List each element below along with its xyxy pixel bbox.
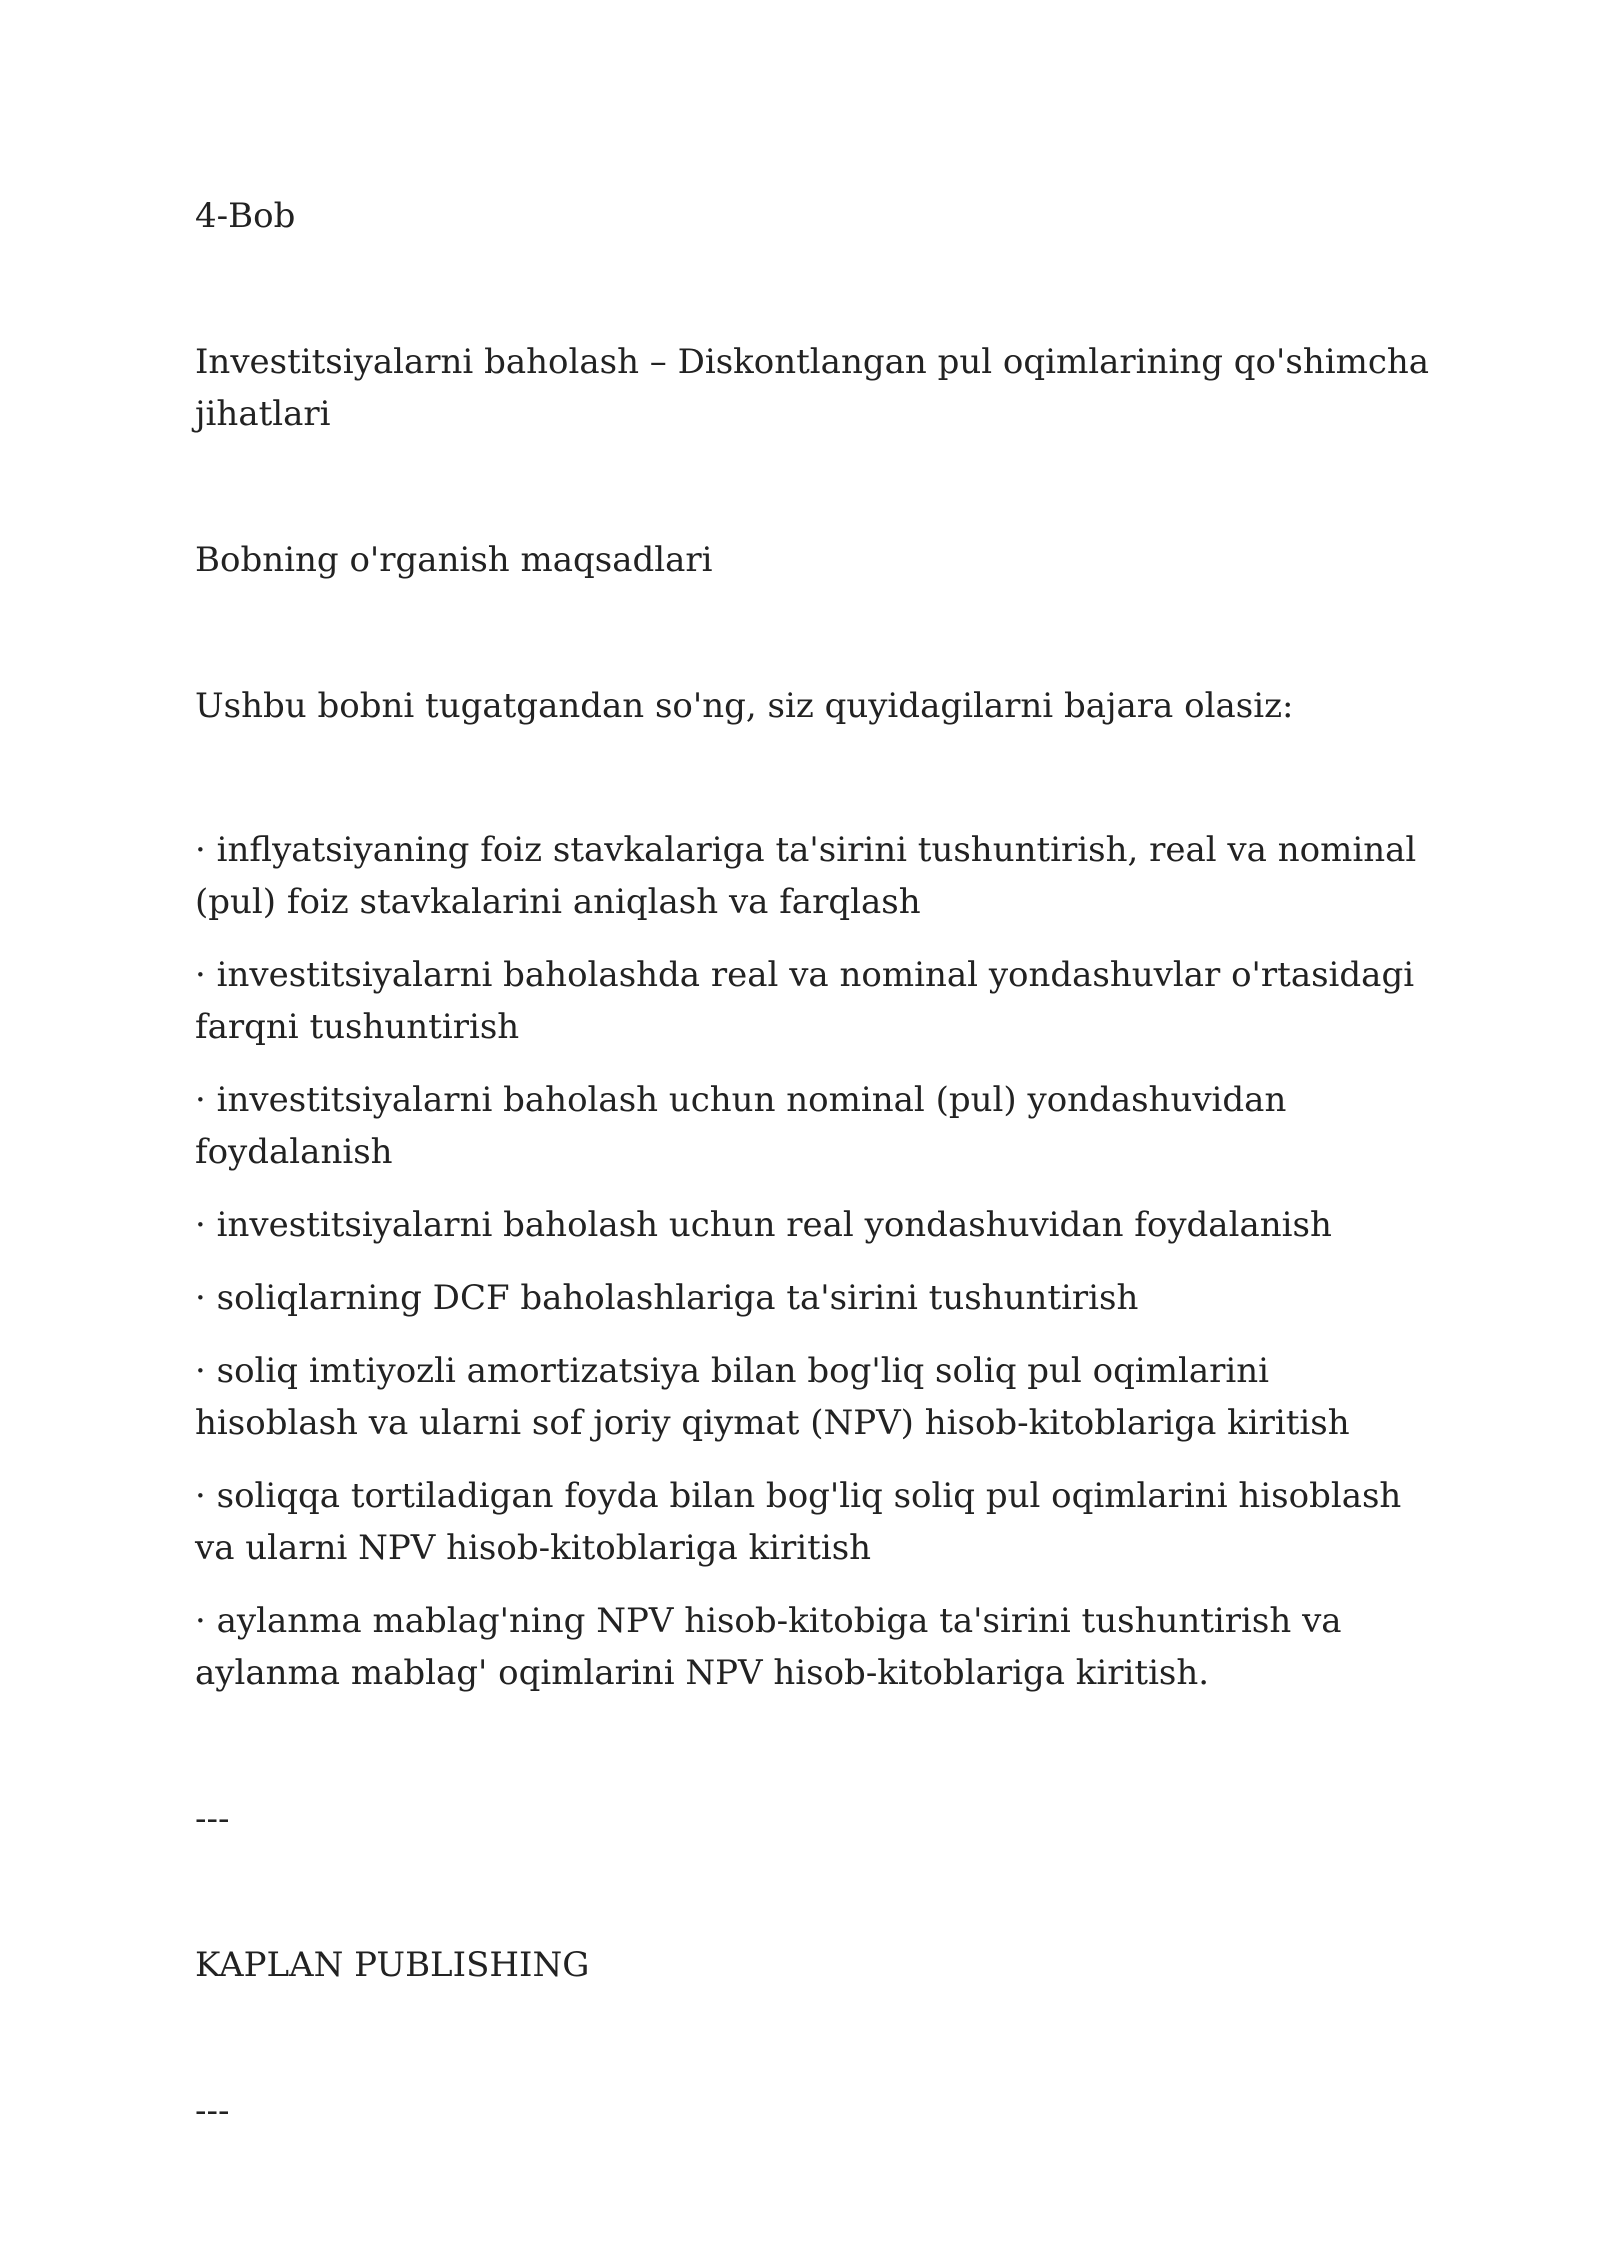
- objective-item: · inflyatsiyaning foiz stavkalariga ta'sirini tushuntirish, real va nominal (pul) foiz stavkalarini aniqlash va farqlash: [195, 830, 1417, 922]
- chapter-title: Investitsiyalarni baholash – Diskontlangan pul oqimlarining qo'shimcha jihatlari: [195, 342, 1430, 434]
- chapter-label: 4-Bob: [195, 196, 296, 236]
- objective-item: · investitsiyalarni baholash uchun nominal (pul) yondashuvidan foydalanish: [195, 1080, 1287, 1172]
- objective-item: · soliq imtiyozli amortizatsiya bilan bog'liq soliq pul oqimlarini hisoblash va ularni sof joriy qiymat (NPV) hisob-kitoblariga kiritish: [195, 1351, 1350, 1443]
- separator: ---: [195, 1799, 230, 1839]
- objective-item: · soliqqa tortiladigan foyda bilan bog'liq soliq pul oqimlarini hisoblash va ularni NPV hisob-kitoblariga kiritish: [195, 1476, 1402, 1568]
- objectives-list: [195, 824, 1435, 1699]
- objective-item: · aylanma mablag'ning NPV hisob-kitobiga ta'sirini tushuntirish va aylanma mablag' oqimlarini NPV hisob-kitoblariga kiritish.: [195, 1601, 1342, 1693]
- separator: ---: [195, 2091, 230, 2131]
- objective-item: · soliqlarning DCF baholashlariga ta'sirini tushuntirish: [195, 1278, 1139, 1318]
- objective-item: · investitsiyalarni baholash uchun real yondashuvidan foydalanish: [195, 1205, 1332, 1245]
- objectives-intro: Ushbu bobni tugatgandan so'ng, siz quyidagilarni bajara olasiz:: [195, 686, 1294, 726]
- page-content: [195, 190, 1435, 2137]
- objectives-heading: Bobning o'rganish maqsadlari: [195, 540, 713, 580]
- objective-item: · investitsiyalarni baholashda real va nominal yondashuvlar o'rtasidagi farqni tushuntirish: [195, 955, 1415, 1047]
- publisher-name: KAPLAN PUBLISHING: [195, 1945, 590, 1985]
